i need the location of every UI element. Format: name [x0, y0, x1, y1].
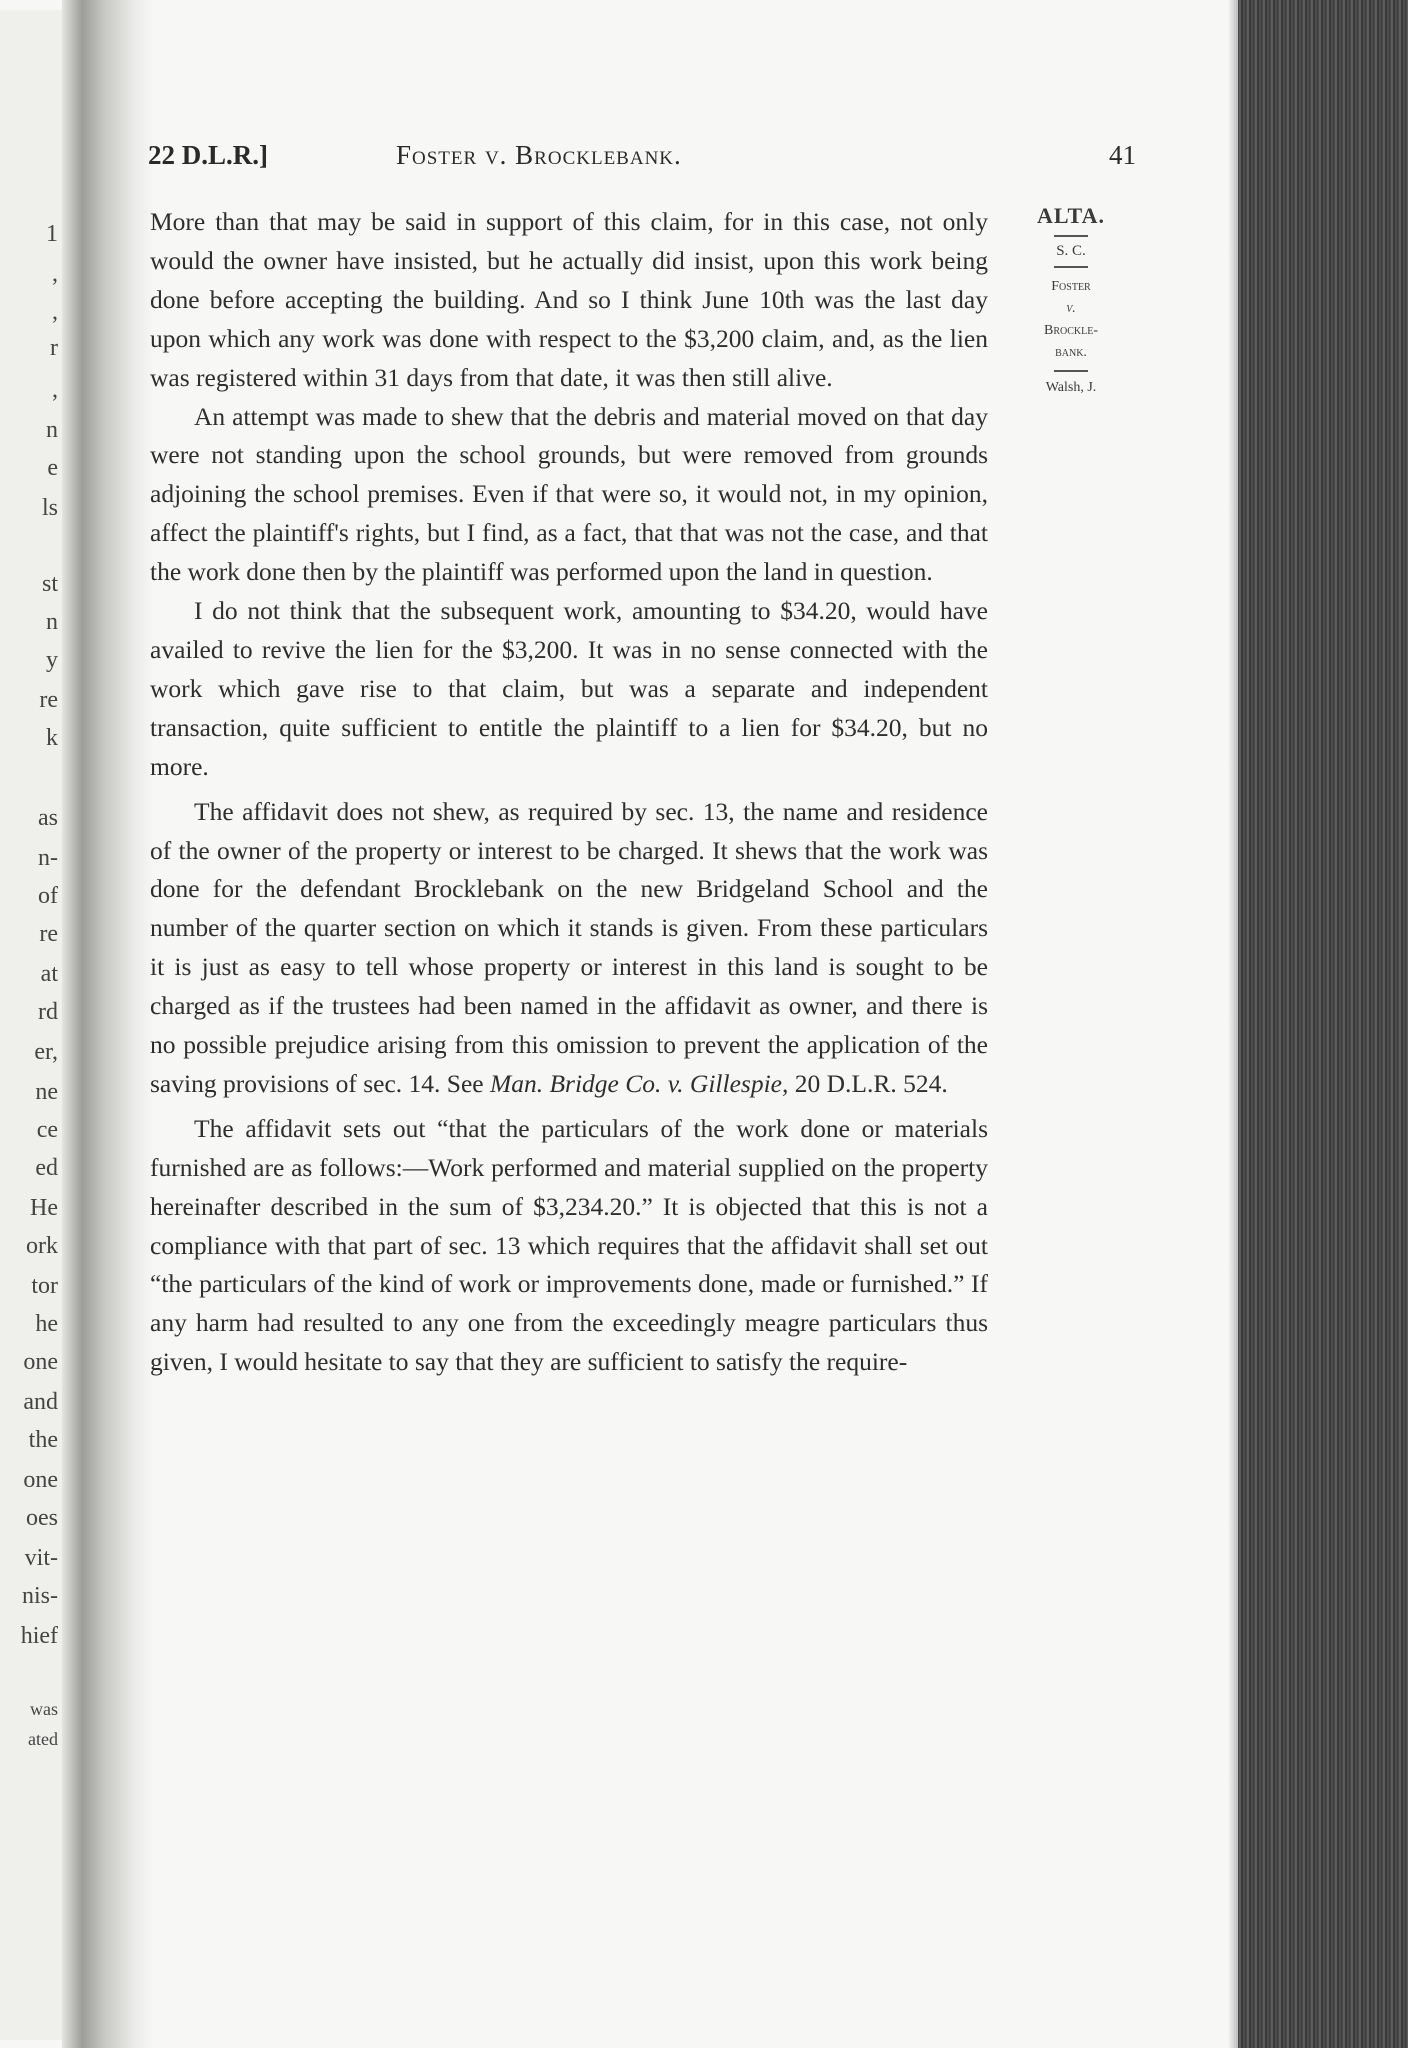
left-page-fragment: r — [50, 335, 58, 361]
left-page-fragment: ork — [26, 1233, 58, 1259]
left-page-fragment: re — [39, 921, 58, 947]
left-page-fragment: , — [52, 261, 58, 287]
margin-rule — [1054, 235, 1088, 237]
left-page-fragment: , — [52, 299, 58, 325]
case-title: Foster v. Brocklebank. — [396, 140, 682, 170]
left-page-fragment: at — [40, 961, 58, 987]
left-page-fragment: one — [23, 1467, 58, 1493]
left-page-fragment: one — [23, 1349, 58, 1375]
left-page-fragment: y — [46, 647, 58, 673]
paragraph: More than that may be said in support of this claim, for in this case, not only would the owner have insisted, but he actually did insist, upon this work being done before accepting the building. And so I think June 10th was the last day upon which any work was done with respect to the $3,200 claim, and, as the lien was registered within 31 days from that date, it was then still alive. — [150, 207, 988, 392]
left-page-fragment: st — [41, 571, 58, 597]
margin-rule — [1054, 370, 1088, 372]
left-page-fragment: k — [46, 725, 58, 751]
left-page-fragment: the — [28, 1427, 58, 1453]
left-page-fragment: re — [39, 687, 58, 713]
left-page-fragment: ed — [35, 1155, 58, 1181]
margin-province: ALTA. — [1037, 203, 1105, 228]
report-citation: 20 D.L.R. 524. — [794, 1068, 948, 1098]
left-page-fragment: he — [35, 1311, 58, 1337]
left-page-fragment: vit- — [24, 1545, 58, 1571]
paragraph: An attempt was made to shew that the debris and material moved on that day were not standing upon the school grounds, but were removed from grounds adjoining the school premises. Even if that were so, it would not, in my opinion, affect the plaintiff's rights, but I find, as a fact, that that was not the case, and that the work done then by the plaintiff was performed upon the land in question. — [150, 401, 988, 587]
left-page-fragment: ls — [41, 495, 58, 521]
left-page-fragment: nis- — [22, 1583, 58, 1609]
paragraph: I do not think that the subsequent work, amounting to $34.20, would have availed to revive the lien for the $3,200. It was in no sense connected with the work which gave rise to that claim, but was a separate and independent transaction, quite sufficient to entitle the plaintiff to a lien for $34.20, but no more. — [150, 596, 988, 781]
margin-notes — [1016, 203, 1126, 396]
left-page-fragment: ne — [35, 1079, 58, 1105]
left-page-fragment: ated — [28, 1729, 58, 1749]
left-page-fragment: n- — [38, 845, 58, 871]
left-page-fragment: er, — [34, 1039, 58, 1065]
left-page-fragment: of — [38, 883, 58, 909]
left-page-fragment: , — [52, 377, 58, 403]
left-page-fragment: oes — [26, 1505, 58, 1531]
left-page-fragment: He — [30, 1195, 58, 1221]
body-text — [150, 203, 988, 1382]
margin-judge: Walsh, J. — [1045, 380, 1097, 395]
left-page-fragment: 1 — [46, 221, 58, 247]
left-page-fragment: tor — [31, 1273, 58, 1299]
margin-court: S. C. — [1056, 243, 1086, 259]
page-number: 41 — [1109, 140, 1136, 170]
left-page-fragment: n — [46, 609, 58, 635]
left-page-fragment: was — [30, 1699, 58, 1719]
left-page-fragment: n — [46, 417, 58, 443]
left-page-fragment: ce — [36, 1117, 58, 1143]
paragraph — [150, 793, 988, 1104]
running-head — [148, 140, 1136, 180]
left-page-fragment: hief — [20, 1623, 58, 1649]
book-gutter — [62, 0, 154, 2048]
margin-case-name: Foster v. Brockle- bank. — [1044, 279, 1098, 360]
left-page-fragment: and — [23, 1389, 58, 1415]
book-page-edges — [1238, 0, 1408, 2048]
paragraph: The affidavit sets out “that the particulars of the work done or materials furnished are as follows:—Work performed and material supplied on the property hereinafter described in the sum of $3,234.20.” It is objected that this is not a compliance with that part of sec. 13 which requires that the affidavit shall set out “the particulars of the kind of work or improvements done, made or furnished.” If any harm had resulted to any one from the exceedingly meagre particulars thus given, I would hesitate to say that they are sufficient to satisfy the require- — [150, 1113, 988, 1377]
left-page-fragment: rd — [38, 999, 58, 1025]
margin-rule — [1054, 266, 1088, 268]
paragraph-text: The affidavit does not shew, as required by sec. 13, the name and residence of the owner of the property or interest to be charged. It shews that the work was done for the defendant Brocklebank on the new Bridgeland School and the number of the quarter section on which it stands is given. From these particulars it is just as easy to tell whose property or interest in this land is sought to be charged as if the trustees had been named in the affidavit as owner, and there is no possible prejudice arising from this omission to prevent the application of the saving provisions of sec. 14. See — [150, 796, 988, 1098]
left-page-fragment: e — [47, 455, 58, 481]
volume-citation: 22 D.L.R.] — [148, 140, 268, 170]
case-citation: Man. Bridge Co. v. Gillespie, — [489, 1068, 789, 1098]
left-page-fragment: as — [38, 805, 58, 831]
